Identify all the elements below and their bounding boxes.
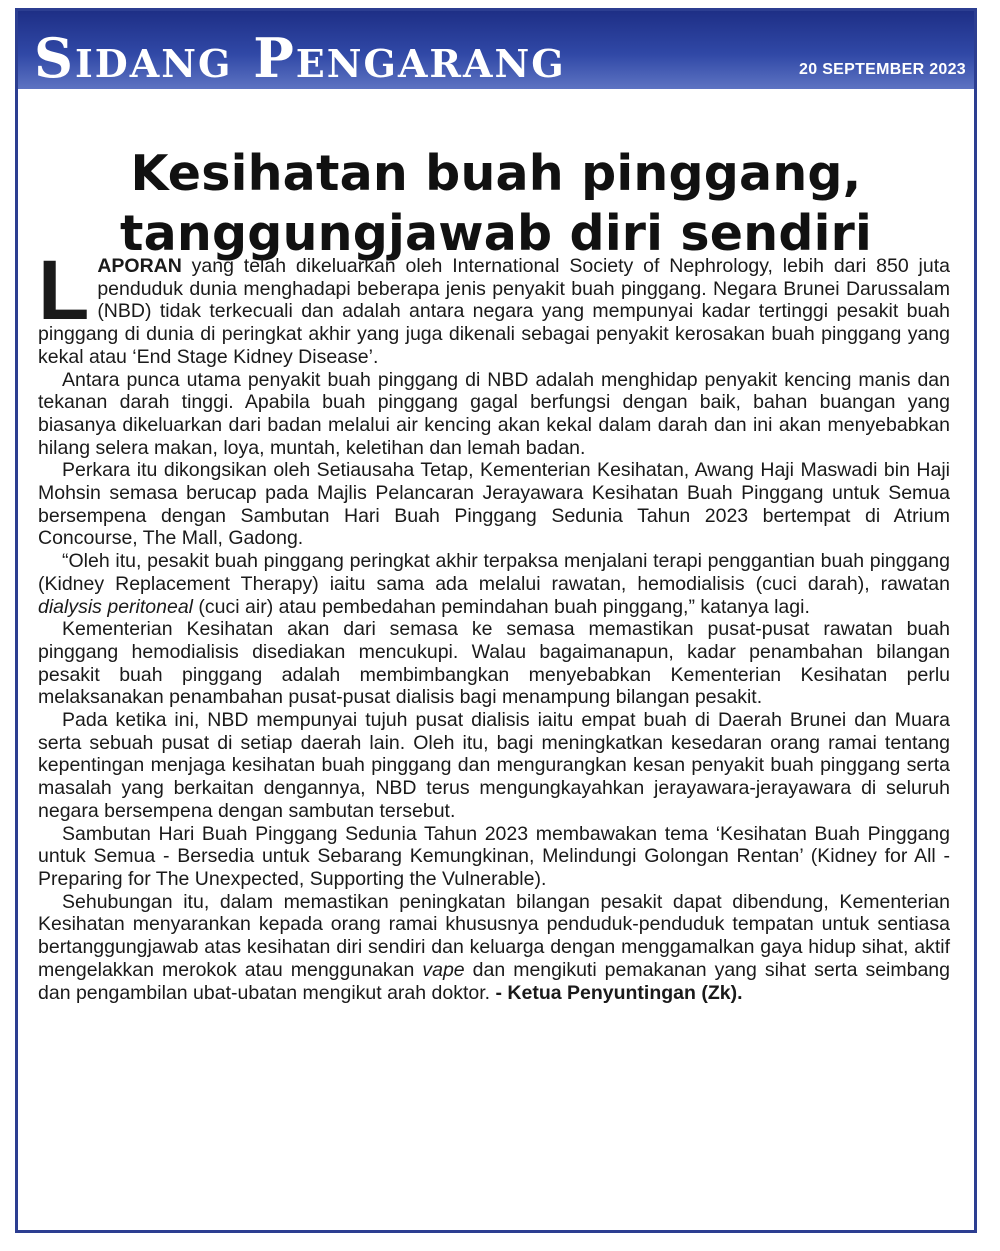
paragraph-4 [38, 550, 950, 618]
paragraph-8 [38, 891, 950, 1005]
drop-cap: L [38, 243, 90, 337]
headline-line-1: Kesihatan buah pinggang, [130, 144, 862, 202]
headline-line-2: tanggungjawab diri sendiri [120, 204, 872, 262]
paragraph-4-text-b: (cuci air) atau pembedahan pemindahan buah pinggang,” katanya lagi. [193, 595, 810, 618]
paragraph-1-text: yang telah dikeluarkan oleh International Society of Nephrology, lebih dari 850 juta penduduk dunia menghadapi beberapa jenis penyakit buah pinggang. Negara Brunei Darussalam (NBD) tidak terkecuali dan adalah antara negara yang mempunyai kadar tertinggi pesakit buah pinggang di dunia di peringkat akhir yang juga dikenali sebagai penyakit kerosakan buah pinggang yang kekal atau ‘End Stage Kidney Disease’. [38, 255, 950, 368]
section-title: Sidang Pengarang [34, 26, 566, 89]
paragraph-7: Sambutan Hari Buah Pinggang Sedunia Tahun 2023 membawakan tema ‘Kesihatan Buah Pinggang untuk Semua - Bersedia untuk Sebarang Kemungkinan, Melindungi Golongan Rentan’ (Kidney for All - Preparing for The Unexpected, Supporting the Vulnerable). [38, 822, 950, 890]
author-signature: - Ketua Penyuntingan (Zk). [495, 981, 743, 1004]
issue-date: 20 SEPTEMBER 2023 [799, 61, 966, 78]
paragraph-8-text-a: Sehubungan itu, dalam memastikan peningkatan bilangan pesakit dapat dibendung, Kementerian Kesihatan menyarankan kepada orang ramai khususnya penduduk-penduduk tempatan untuk sentiasa bertanggungjawab atas kesihatan diri sendiri dan keluarga dengan menggamalkan gaya hidup sihat, aktif mengelakkan merokok atau menggunakan [38, 890, 950, 981]
paragraph-6: Pada ketika ini, NBD mempunyai tujuh pusat dialisis iaitu empat buah di Daerah Brunei dan Muara serta sebuah pusat di setiap daerah lain. Oleh itu, bagi meningkatkan kesedaran orang ramai tentang kepentingan menjaga kesihatan buah pinggang dan mengurangkan kesan penyakit buah pinggang serta masalah yang berkaitan dengannya, NBD terus mengungkayahkan jerayawara-jerayawara di seluruh negara bersempena dengan sambutan tersebut. [38, 709, 950, 822]
lead-word: APORAN [97, 255, 182, 277]
paragraph-8-text-b: dan mengikuti pemakanan yang sihat serta seimbang dan pengambilan ubat-ubatan mengikut arah doktor. [38, 958, 950, 1004]
paragraph-4-text-a: “Oleh itu, pesakit buah pinggang peringkat akhir terpaksa menjalani terapi penggantian buah pinggang (Kidney Replacement Therapy) iaitu sama ada melalui rawatan, hemodialisis (cuci darah), rawatan [38, 550, 950, 595]
editorial-frame [15, 8, 977, 1233]
paragraph-3: Perkara itu dikongsikan oleh Setiausaha Tetap, Kementerian Kesihatan, Awang Haji Maswadi bin Haji Mohsin semasa berucap pada Majlis Pelancaran Jerayawara Kesihatan Buah Pinggang untuk Semua bersempena dengan Sambutan Hari Buah Pinggang Sedunia Tahun 2023 bertempat di Atrium Concourse, The Mall, Gadong. [38, 459, 950, 550]
paragraph-8-italic: vape [422, 958, 465, 981]
article-body [38, 243, 950, 1004]
paragraph-5: Kementerian Kesihatan akan dari semasa ke semasa memastikan pusat-pusat rawatan buah pinggang hemodialisis disediakan mencukupi. Walau bagaimanapun, kadar penambahan bilangan pesakit buah pinggang adalah membimbangkan menyebabkan Kementerian Kesihatan perlu melaksanakan penambahan pusat-pusat dialisis bagi menampung bilangan pesakit. [38, 618, 950, 709]
article-headline [18, 144, 974, 264]
paragraph-4-italic: dialysis peritoneal [38, 595, 194, 618]
masthead-banner [18, 11, 974, 89]
paragraph-1 [38, 243, 950, 369]
paragraph-2: Antara punca utama penyakit buah pinggang di NBD adalah menghidap penyakit kencing manis dan tekanan darah tinggi. Apabila buah pinggang gagal berfungsi dengan baik, bahan buangan yang biasanya dikeluarkan dari badan melalui air kencing akan kekal dalam darah dan ini akan menyebabkan hilang selera makan, loya, muntah, keletihan dan lemah badan. [38, 368, 950, 459]
